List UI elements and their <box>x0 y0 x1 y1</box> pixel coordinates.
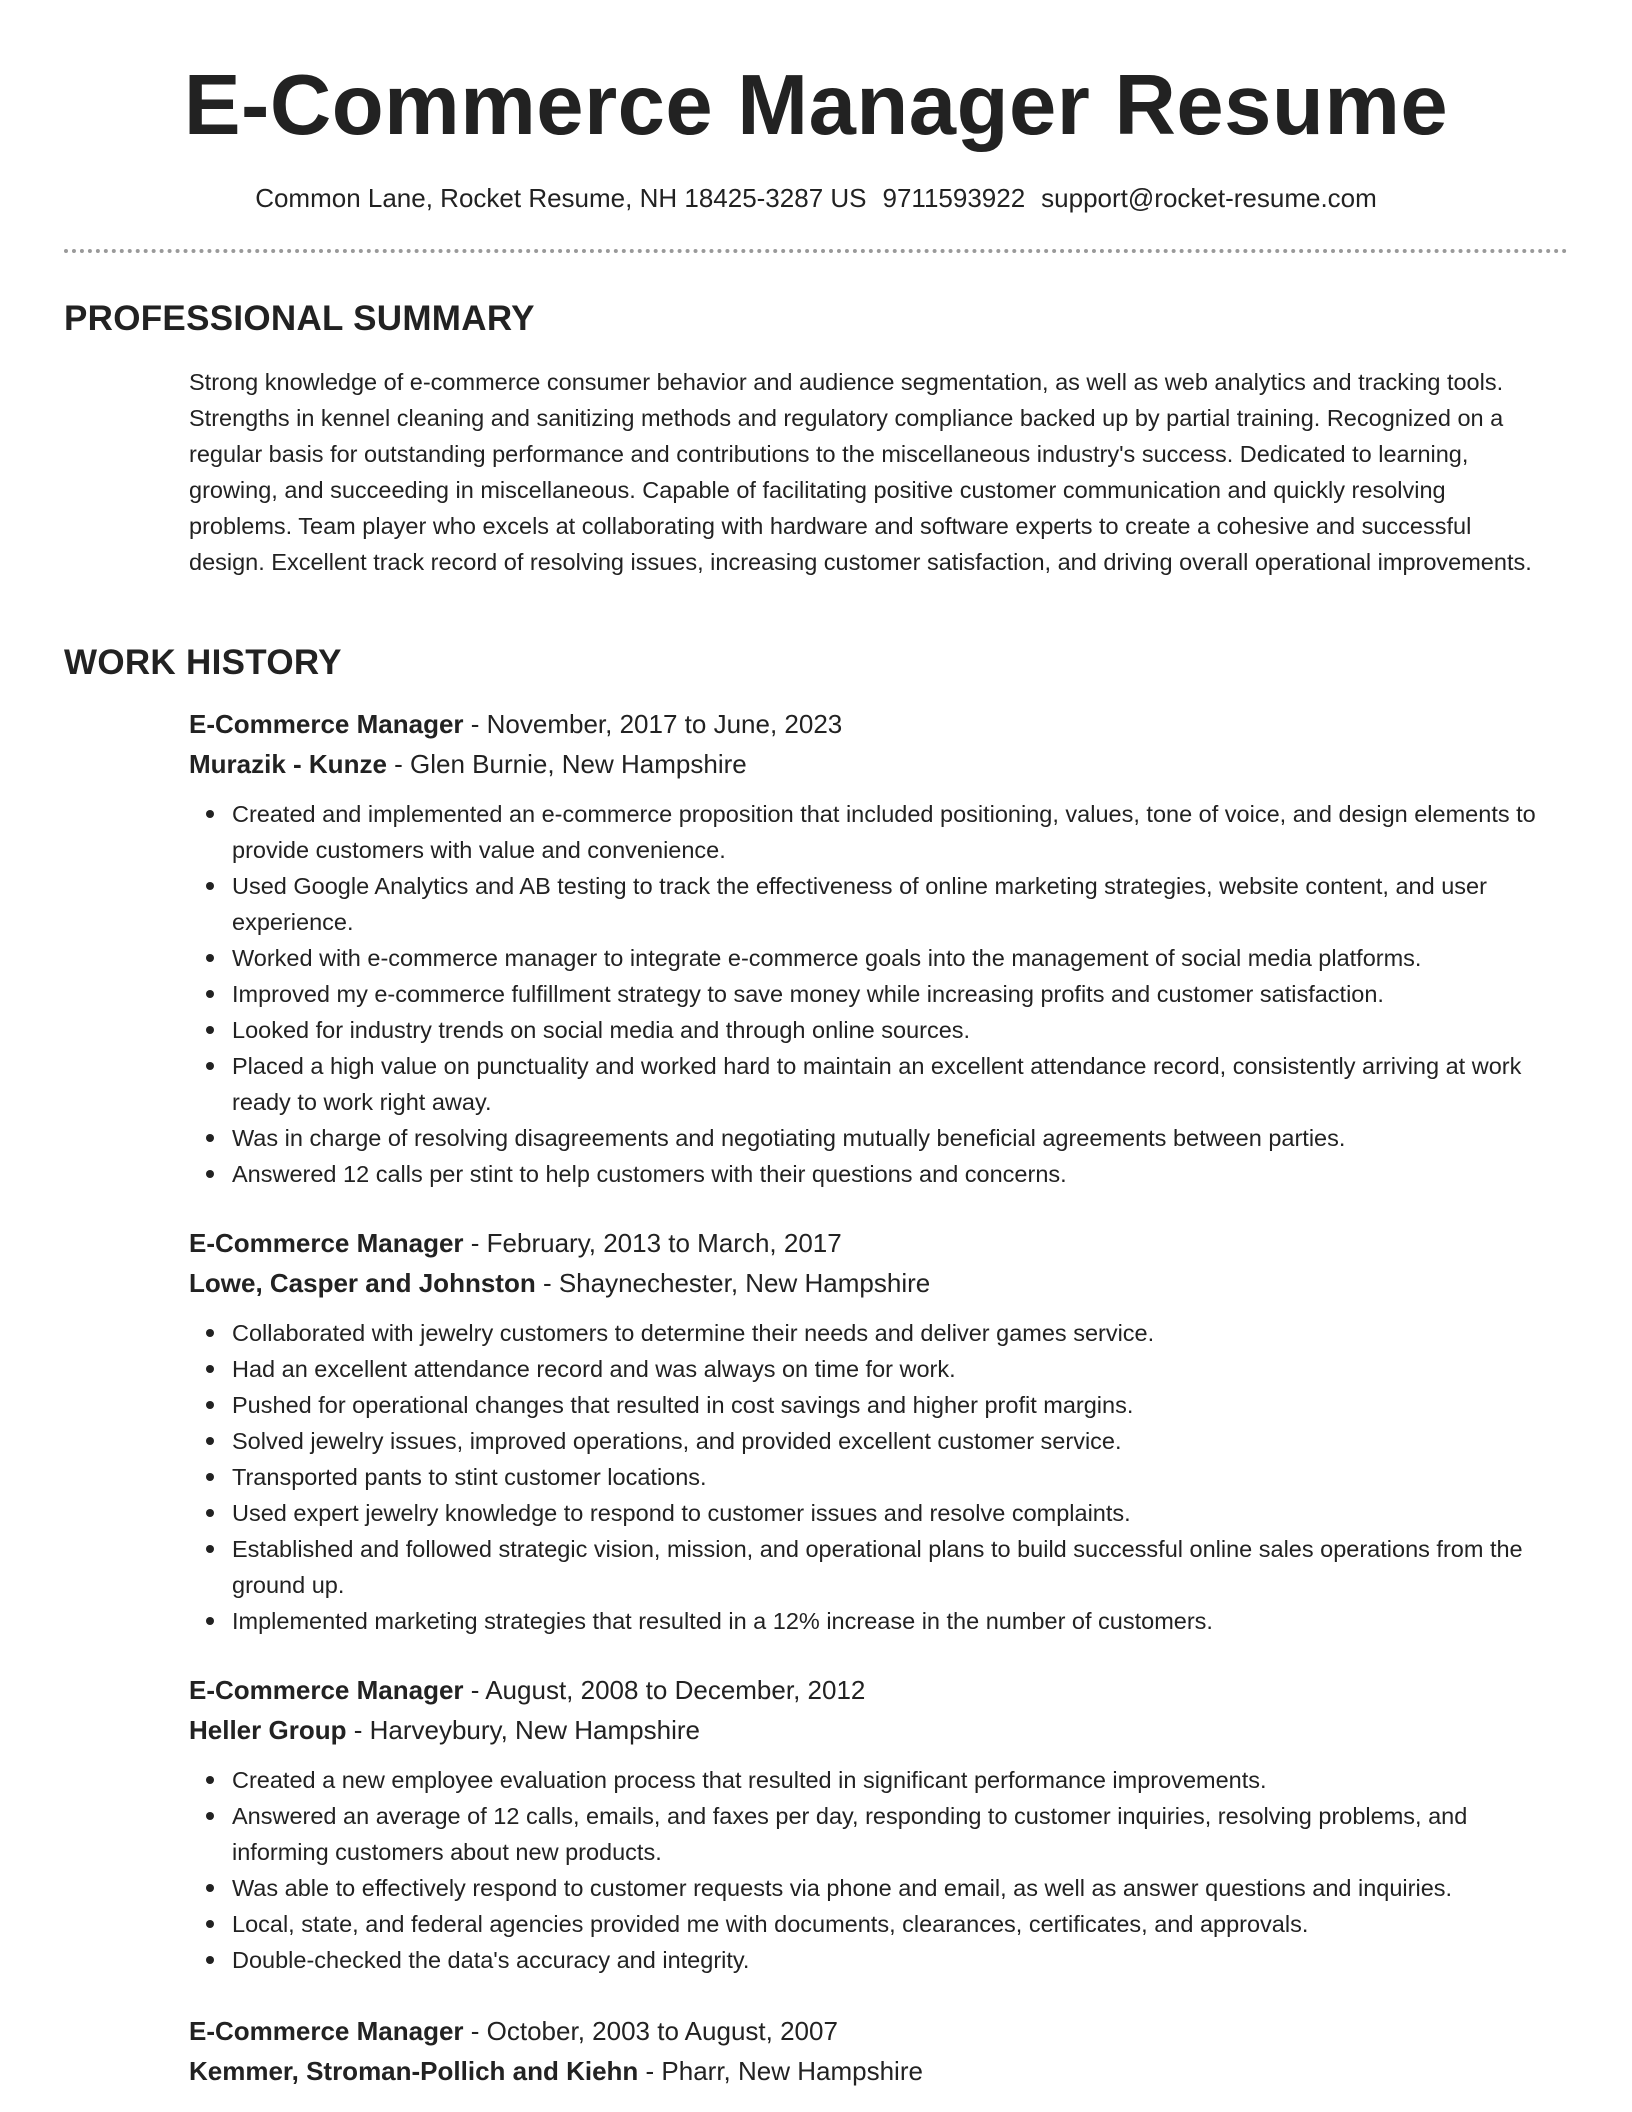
job-title-line <box>189 1223 1569 1263</box>
job-title-line <box>189 2011 1569 2051</box>
job-title-line <box>189 704 1569 744</box>
job-company: Lowe, Casper and Johnston <box>189 1268 536 1298</box>
job-dates: - October, 2003 to August, 2007 <box>463 2016 838 2046</box>
job-location: - Harveybury, New Hampshire <box>346 1715 700 1745</box>
job-bullet: Used Google Analytics and AB testing to track the effectiveness of online marketing strategies, website content, and user experience. <box>189 868 1569 940</box>
job-dates: - February, 2013 to March, 2017 <box>463 1228 842 1258</box>
header-divider <box>64 249 1568 253</box>
job-location: - Glen Burnie, New Hampshire <box>386 749 747 779</box>
job-title: E-Commerce Manager <box>189 1675 464 1705</box>
job-bullets <box>189 1762 1569 1978</box>
job-bullet: Worked with e-commerce manager to integrate e-commerce goals into the management of social media platforms. <box>189 940 1569 976</box>
job-bullet: Was able to effectively respond to customer requests via phone and email, as well as answer questions and inquiries. <box>189 1870 1569 1906</box>
job-title: E-Commerce Manager <box>189 709 464 739</box>
job-dates: - November, 2017 to June, 2023 <box>463 709 843 739</box>
job-entry <box>189 1223 1569 1639</box>
job-bullet: Local, state, and federal agencies provided me with documents, clearances, certificates, and approvals. <box>189 1906 1569 1942</box>
job-entry <box>189 1670 1569 1978</box>
job-company: Kemmer, Stroman-Pollich and Kiehn <box>189 2056 639 2086</box>
work-history-heading: WORK HISTORY <box>64 643 342 682</box>
job-title-line <box>189 1670 1569 1710</box>
job-location: - Pharr, New Hampshire <box>638 2056 923 2086</box>
job-bullet: Looked for industry trends on social media and through online sources. <box>189 1012 1569 1048</box>
resume-title: E-Commerce Manager Resume <box>183 58 1449 153</box>
job-company: Heller Group <box>189 1715 347 1745</box>
job-entry <box>189 2011 1569 2091</box>
job-bullet: Used expert jewelry knowledge to respond to customer issues and resolve complaints. <box>189 1495 1569 1531</box>
job-bullets <box>189 1315 1569 1639</box>
job-title: E-Commerce Manager <box>189 2016 464 2046</box>
job-bullet: Double-checked the data's accuracy and integrity. <box>189 1942 1569 1978</box>
job-title: E-Commerce Manager <box>189 1228 464 1258</box>
job-company-line <box>189 1263 1569 1303</box>
job-bullet: Answered 12 calls per stint to help customers with their questions and concerns. <box>189 1156 1569 1192</box>
job-company-line <box>189 2051 1569 2091</box>
job-bullet: Solved jewelry issues, improved operations, and provided excellent customer service. <box>189 1423 1569 1459</box>
job-bullet: Created a new employee evaluation process that resulted in significant performance improvements. <box>189 1762 1569 1798</box>
job-entry <box>189 704 1569 1192</box>
job-bullet: Improved my e-commerce fulfillment strategy to save money while increasing profits and customer satisfaction. <box>189 976 1569 1012</box>
job-company-line <box>189 744 1569 784</box>
job-company-line <box>189 1710 1569 1750</box>
job-bullet: Placed a high value on punctuality and worked hard to maintain an excellent attendance record, consistently arriving at work ready to work right away. <box>189 1048 1569 1120</box>
job-bullet: Pushed for operational changes that resulted in cost savings and higher profit margins. <box>189 1387 1569 1423</box>
job-bullet: Collaborated with jewelry customers to determine their needs and deliver games service. <box>189 1315 1569 1351</box>
job-dates: - August, 2008 to December, 2012 <box>463 1675 866 1705</box>
job-bullets <box>189 796 1569 1192</box>
job-bullet: Had an excellent attendance record and was always on time for work. <box>189 1351 1569 1387</box>
job-bullet: Transported pants to stint customer locations. <box>189 1459 1569 1495</box>
job-bullet: Was in charge of resolving disagreements and negotiating mutually beneficial agreements between parties. <box>189 1120 1569 1156</box>
job-company: Murazik - Kunze <box>189 749 387 779</box>
job-location: - Shaynechester, New Hampshire <box>535 1268 931 1298</box>
job-bullet: Answered an average of 12 calls, emails, and faxes per day, responding to customer inquiries, resolving problems, and informing customers about new products. <box>189 1798 1569 1870</box>
job-bullet: Created and implemented an e-commerce proposition that included positioning, values, tone of voice, and design elements to provide customers with value and convenience. <box>189 796 1569 868</box>
job-bullet: Established and followed strategic vision, mission, and operational plans to build successful online sales operations from the ground up. <box>189 1531 1569 1603</box>
job-bullet: Implemented marketing strategies that resulted in a 12% increase in the number of customers. <box>189 1603 1569 1639</box>
contact-line <box>0 180 1632 216</box>
professional-summary-text: Strong knowledge of e-commerce consumer behavior and audience segmentation, as well as web analytics and tracking tools. Strengths in kennel cleaning and sanitizing methods and regulatory compliance backed up by partial training. Recognized on a regular basis for outstanding performance and contributions to the miscellaneous industry's success. Dedicated to learning, growing, and succeeding in miscellaneous. Capable of facilitating positive customer communication and quickly resolving problems. Team player who excels at collaborating with hardware and software experts to create a cohesive and successful design. Excellent track record of resolving issues, increasing customer satisfaction, and driving overall operational improvements. <box>189 369 1532 575</box>
contact-address: Common Lane, Rocket Resume, NH 18425-3287 US <box>255 183 867 213</box>
contact-phone: 9711593922 <box>882 183 1026 213</box>
contact-email: support@rocket-resume.com <box>1041 183 1377 213</box>
professional-summary-heading: PROFESSIONAL SUMMARY <box>64 299 535 338</box>
